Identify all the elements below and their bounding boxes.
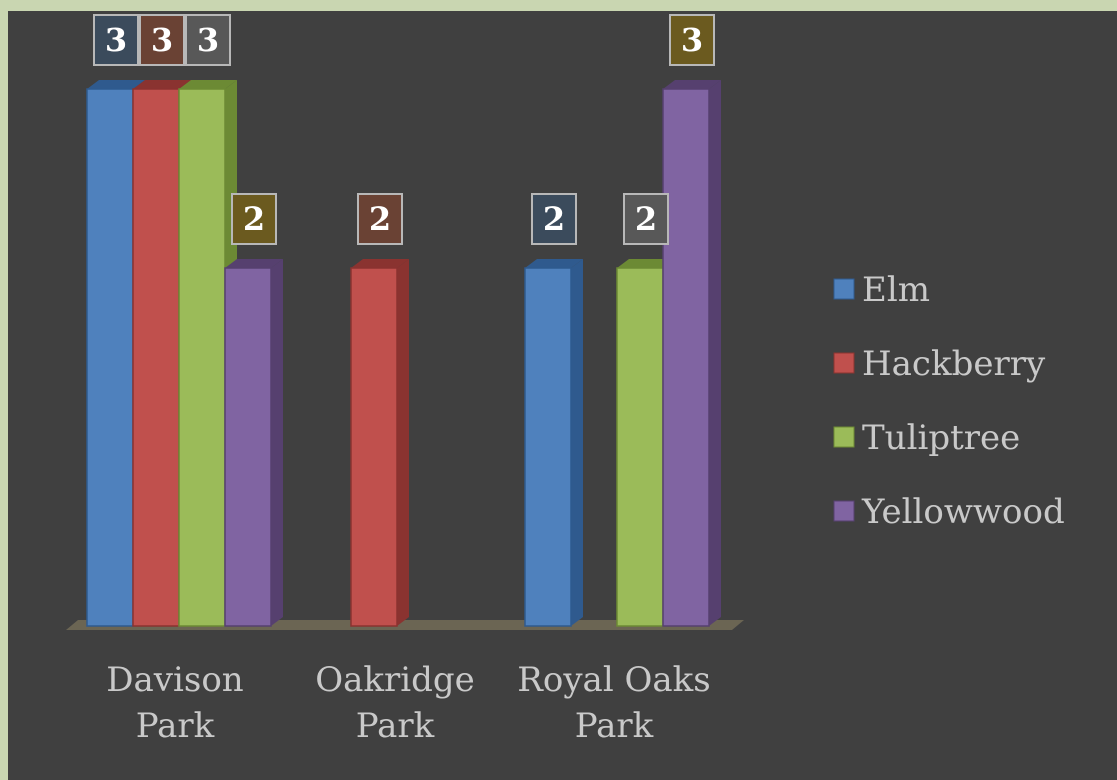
bar-front	[133, 89, 179, 626]
data-label-tuliptree-3	[624, 194, 668, 244]
legend	[834, 270, 1065, 532]
legend-label: Elm	[862, 270, 930, 310]
category-label-line: Oakridge	[315, 660, 475, 700]
bar-front	[617, 268, 663, 626]
data-label-value: 2	[542, 200, 566, 238]
bar-side	[571, 259, 583, 626]
legend-label: Tuliptree	[862, 418, 1021, 458]
bar-front	[87, 89, 133, 626]
data-label-elm-3	[532, 194, 576, 244]
data-label-value: 3	[104, 21, 128, 59]
category-label-2	[315, 660, 475, 746]
data-label-value: 2	[242, 200, 266, 238]
bar-side	[397, 259, 409, 626]
legend-item-yellowwood	[834, 492, 1065, 532]
legend-item-elm	[834, 270, 930, 310]
bar-yellowwood-3	[663, 80, 721, 626]
legend-label: Hackberry	[862, 344, 1046, 384]
category-label-line: Park	[355, 706, 435, 746]
bar-front	[663, 89, 709, 626]
legend-item-tuliptree	[834, 418, 1020, 458]
chart-svg	[8, 11, 1117, 780]
bars-group	[87, 80, 721, 626]
bar-front	[525, 268, 571, 626]
legend-swatch	[834, 427, 854, 447]
category-label-line: Royal Oaks	[517, 660, 711, 700]
data-label-tuliptree-1	[186, 15, 230, 65]
data-label-value: 3	[680, 21, 704, 59]
data-label-hackberry-1	[140, 15, 184, 65]
category-label-line: Park	[574, 706, 654, 746]
data-label-hackberry-2	[358, 194, 402, 244]
legend-item-hackberry	[834, 344, 1046, 384]
data-label-value: 2	[634, 200, 658, 238]
data-label-value: 2	[368, 200, 392, 238]
category-label-line: Park	[135, 706, 215, 746]
legend-label: Yellowwood	[862, 492, 1065, 532]
bar-yellowwood-1	[225, 259, 283, 626]
bar-hackberry-2	[351, 259, 409, 626]
bar-side	[709, 80, 721, 626]
data-label-value: 3	[196, 21, 220, 59]
bar-side	[271, 259, 283, 626]
bar-front	[179, 89, 225, 626]
data-label-yellowwood-1	[232, 194, 276, 244]
legend-swatch	[834, 353, 854, 373]
data-label-value: 3	[150, 21, 174, 59]
category-label-1	[106, 660, 243, 746]
bar-front	[225, 268, 271, 626]
data-label-yellowwood-3	[670, 15, 714, 65]
bar-elm-3	[525, 259, 583, 626]
category-label-3	[517, 660, 710, 746]
category-axis	[106, 660, 710, 746]
chart-area	[8, 11, 1117, 780]
bar-front	[351, 268, 397, 626]
data-label-elm-1	[94, 15, 138, 65]
legend-swatch	[834, 501, 854, 521]
legend-swatch	[834, 279, 854, 299]
category-label-line: Davison	[106, 660, 244, 700]
